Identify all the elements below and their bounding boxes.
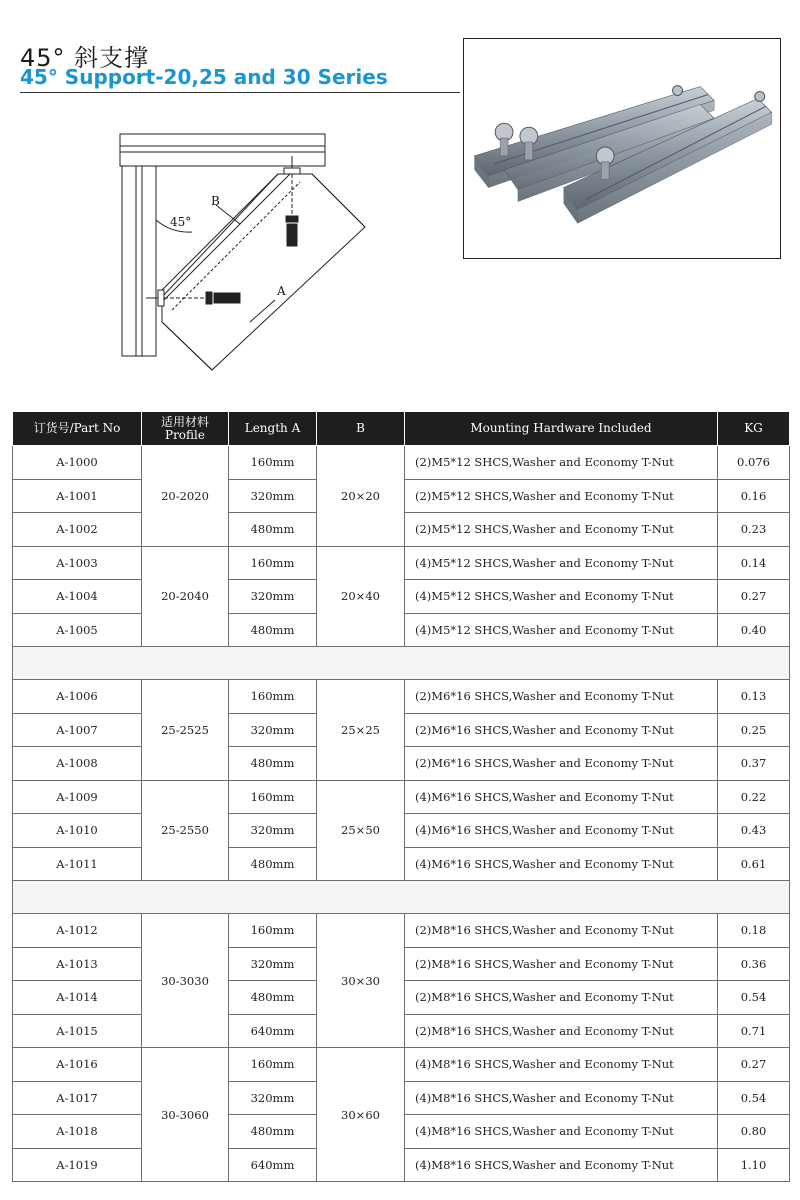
profile-cell: 30-3030 bbox=[142, 914, 229, 1048]
hardware-cell: (4)M8*16 SHCS,Washer and Economy T-Nut bbox=[405, 1081, 718, 1115]
length-cell: 160mm bbox=[229, 780, 317, 814]
header-length: Length A bbox=[229, 412, 317, 446]
kg-cell: 0.27 bbox=[718, 1048, 790, 1082]
length-cell: 320mm bbox=[229, 580, 317, 614]
hardware-cell: (4)M5*12 SHCS,Washer and Economy T-Nut bbox=[405, 580, 718, 614]
kg-cell: 0.16 bbox=[718, 479, 790, 513]
hardware-cell: (2)M8*16 SHCS,Washer and Economy T-Nut bbox=[405, 981, 718, 1015]
length-cell: 480mm bbox=[229, 747, 317, 781]
kg-cell: 0.25 bbox=[718, 713, 790, 747]
length-cell: 160mm bbox=[229, 680, 317, 714]
part-no: A-1000 bbox=[13, 446, 142, 480]
b-cell: 25×25 bbox=[317, 680, 405, 781]
length-cell: 160mm bbox=[229, 914, 317, 948]
length-cell: 480mm bbox=[229, 1115, 317, 1149]
hardware-cell: (2)M6*16 SHCS,Washer and Economy T-Nut bbox=[405, 680, 718, 714]
table-row bbox=[13, 546, 790, 580]
profile-cell: 30-3060 bbox=[142, 1048, 229, 1182]
hardware-cell: (4)M8*16 SHCS,Washer and Economy T-Nut bbox=[405, 1048, 718, 1082]
length-cell: 160mm bbox=[229, 1048, 317, 1082]
part-no: A-1015 bbox=[13, 1014, 142, 1048]
part-no: A-1017 bbox=[13, 1081, 142, 1115]
b-cell: 30×30 bbox=[317, 914, 405, 1048]
page-title-cn: 45° 斜支撑 bbox=[20, 44, 150, 72]
part-no: A-1001 bbox=[13, 479, 142, 513]
part-no: A-1004 bbox=[13, 580, 142, 614]
hardware-cell: (2)M5*12 SHCS,Washer and Economy T-Nut bbox=[405, 479, 718, 513]
header-part-no: 订货号/Part No bbox=[13, 412, 142, 446]
length-cell: 640mm bbox=[229, 1014, 317, 1048]
bracket-diagram bbox=[100, 112, 400, 382]
part-no: A-1008 bbox=[13, 747, 142, 781]
spec-table bbox=[12, 411, 790, 1182]
part-no: A-1014 bbox=[13, 981, 142, 1015]
part-no: A-1018 bbox=[13, 1115, 142, 1149]
section-separator bbox=[13, 647, 790, 680]
length-cell: 480mm bbox=[229, 847, 317, 881]
table-row bbox=[13, 914, 790, 948]
header-b: B bbox=[317, 412, 405, 446]
header-profile-cn: 适用材料 bbox=[160, 414, 209, 429]
profile-cell: 20-2020 bbox=[142, 446, 229, 547]
header-profile bbox=[142, 412, 229, 446]
b-cell: 25×50 bbox=[317, 780, 405, 881]
length-cell: 480mm bbox=[229, 981, 317, 1015]
part-no: A-1012 bbox=[13, 914, 142, 948]
kg-cell: 0.54 bbox=[718, 981, 790, 1015]
title-divider bbox=[20, 92, 460, 93]
part-no: A-1016 bbox=[13, 1048, 142, 1082]
table-row bbox=[13, 780, 790, 814]
hardware-cell: (2)M5*12 SHCS,Washer and Economy T-Nut bbox=[405, 446, 718, 480]
header-hardware: Mounting Hardware Included bbox=[405, 412, 718, 446]
hardware-cell: (2)M8*16 SHCS,Washer and Economy T-Nut bbox=[405, 947, 718, 981]
hardware-cell: (2)M6*16 SHCS,Washer and Economy T-Nut bbox=[405, 713, 718, 747]
kg-cell: 0.61 bbox=[718, 847, 790, 881]
profile-cell: 25-2525 bbox=[142, 680, 229, 781]
hardware-cell: (2)M8*16 SHCS,Washer and Economy T-Nut bbox=[405, 1014, 718, 1048]
part-no: A-1013 bbox=[13, 947, 142, 981]
table-row bbox=[13, 446, 790, 480]
length-cell: 320mm bbox=[229, 947, 317, 981]
part-no: A-1007 bbox=[13, 713, 142, 747]
part-no: A-1010 bbox=[13, 814, 142, 848]
table-row bbox=[13, 1048, 790, 1082]
part-no: A-1006 bbox=[13, 680, 142, 714]
part-no: A-1005 bbox=[13, 613, 142, 647]
kg-cell: 0.37 bbox=[718, 747, 790, 781]
section-separator bbox=[13, 881, 790, 914]
part-no: A-1019 bbox=[13, 1148, 142, 1182]
length-cell: 480mm bbox=[229, 613, 317, 647]
header-profile-en: Profile bbox=[165, 427, 205, 442]
product-photo bbox=[463, 38, 781, 259]
hardware-cell: (4)M5*12 SHCS,Washer and Economy T-Nut bbox=[405, 613, 718, 647]
length-cell: 480mm bbox=[229, 513, 317, 547]
length-cell: 320mm bbox=[229, 479, 317, 513]
profile-cell: 25-2550 bbox=[142, 780, 229, 881]
part-no: A-1003 bbox=[13, 546, 142, 580]
hardware-cell: (2)M6*16 SHCS,Washer and Economy T-Nut bbox=[405, 747, 718, 781]
profile-cell: 20-2040 bbox=[142, 546, 229, 647]
hardware-cell: (4)M8*16 SHCS,Washer and Economy T-Nut bbox=[405, 1148, 718, 1182]
hardware-cell: (4)M8*16 SHCS,Washer and Economy T-Nut bbox=[405, 1115, 718, 1149]
kg-cell: 0.40 bbox=[718, 613, 790, 647]
length-cell: 160mm bbox=[229, 546, 317, 580]
kg-cell: 0.54 bbox=[718, 1081, 790, 1115]
kg-cell: 1.10 bbox=[718, 1148, 790, 1182]
kg-cell: 0.13 bbox=[718, 680, 790, 714]
header-kg: KG bbox=[718, 412, 790, 446]
hardware-cell: (4)M5*12 SHCS,Washer and Economy T-Nut bbox=[405, 546, 718, 580]
kg-cell: 0.27 bbox=[718, 580, 790, 614]
part-no: A-1009 bbox=[13, 780, 142, 814]
hardware-cell: (4)M6*16 SHCS,Washer and Economy T-Nut bbox=[405, 814, 718, 848]
kg-cell: 0.36 bbox=[718, 947, 790, 981]
length-cell: 160mm bbox=[229, 446, 317, 480]
b-cell: 20×20 bbox=[317, 446, 405, 547]
part-no: A-1011 bbox=[13, 847, 142, 881]
label-a: A bbox=[277, 284, 286, 298]
length-cell: 320mm bbox=[229, 1081, 317, 1115]
length-cell: 320mm bbox=[229, 814, 317, 848]
b-cell: 30×60 bbox=[317, 1048, 405, 1182]
label-b: B bbox=[211, 194, 220, 208]
b-cell: 20×40 bbox=[317, 546, 405, 647]
kg-cell: 0.14 bbox=[718, 546, 790, 580]
kg-cell: 0.18 bbox=[718, 914, 790, 948]
hardware-cell: (2)M5*12 SHCS,Washer and Economy T-Nut bbox=[405, 513, 718, 547]
hardware-cell: (4)M6*16 SHCS,Washer and Economy T-Nut bbox=[405, 847, 718, 881]
length-cell: 320mm bbox=[229, 713, 317, 747]
table-row bbox=[13, 680, 790, 714]
table-header-row bbox=[13, 412, 790, 446]
length-cell: 640mm bbox=[229, 1148, 317, 1182]
kg-cell: 0.076 bbox=[718, 446, 790, 480]
kg-cell: 0.23 bbox=[718, 513, 790, 547]
kg-cell: 0.22 bbox=[718, 780, 790, 814]
hardware-cell: (2)M8*16 SHCS,Washer and Economy T-Nut bbox=[405, 914, 718, 948]
part-no: A-1002 bbox=[13, 513, 142, 547]
kg-cell: 0.80 bbox=[718, 1115, 790, 1149]
label-angle: 45° bbox=[170, 215, 192, 229]
kg-cell: 0.43 bbox=[718, 814, 790, 848]
page-title-en: 45° Support-20,25 and 30 Series bbox=[20, 65, 388, 89]
kg-cell: 0.71 bbox=[718, 1014, 790, 1048]
hardware-cell: (4)M6*16 SHCS,Washer and Economy T-Nut bbox=[405, 780, 718, 814]
